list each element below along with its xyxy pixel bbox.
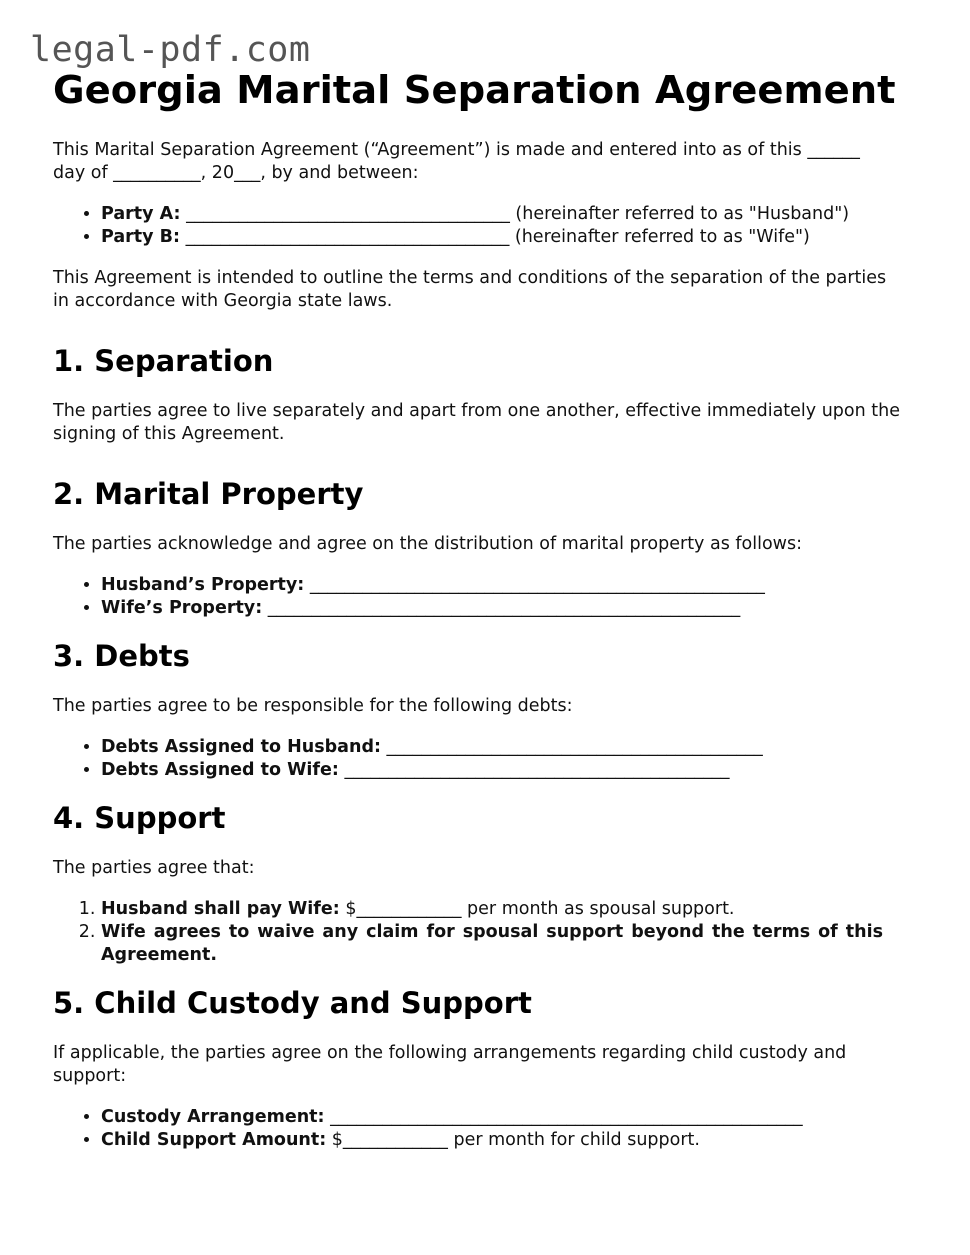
parties-list xyxy=(53,203,923,249)
custody-arrangement-blank: ______________________________________________________ xyxy=(324,1107,803,1127)
section-4-heading: 4. Support xyxy=(53,801,226,835)
party-a-blank: _____________________________________ xyxy=(186,204,510,224)
wife-debts-blank: ____________________________________________ xyxy=(338,760,730,780)
spousal-support-item xyxy=(101,898,923,921)
site-watermark: legal-pdf.com xyxy=(30,30,311,70)
support-list xyxy=(53,898,923,967)
wife-debts-item xyxy=(101,759,923,782)
wife-property-label: Wife’s Property: xyxy=(101,598,263,618)
husband-debts-item xyxy=(101,736,923,759)
waive-support-text: 2. Wife agrees to waive any claim for spousal support beyond the terms of this Agreement. xyxy=(101,922,883,965)
agreement-document xyxy=(53,68,923,1152)
party-a-text: (hereinafter referred to as "Husband") xyxy=(509,204,850,224)
debts-list xyxy=(53,736,923,782)
section-1-heading: 1. Separation xyxy=(53,344,274,378)
party-b-text: (hereinafter referred to as "Wife") xyxy=(509,227,810,247)
section-1-body: The parties agree to live separately and apart from one another, effective immediately upon the signing of this Agreement. xyxy=(53,401,900,444)
husband-property-label: Husband’s Property: xyxy=(101,575,305,595)
section-2-body: The parties acknowledge and agree on the distribution of marital property as follows: xyxy=(53,534,803,554)
husband-debts-blank: ___________________________________________ xyxy=(380,737,763,757)
section-5-body: If applicable, the parties agree on the following arrangements regarding child custody and support: xyxy=(53,1043,847,1086)
party-b-blank: _____________________________________ xyxy=(185,227,510,247)
party-b-item xyxy=(101,226,923,249)
wife-debts-label: Debts Assigned to Wife: xyxy=(101,760,339,780)
wife-property-item xyxy=(101,597,923,620)
party-b-label: Party B: xyxy=(101,227,180,247)
spousal-support-text: $____________ per month as spousal support. xyxy=(339,899,735,919)
section-2-heading: 2. Marital Property xyxy=(53,477,364,511)
custody-list xyxy=(53,1106,923,1152)
section-5-heading: 5. Child Custody and Support xyxy=(53,986,532,1020)
wife-property-blank: ______________________________________________________ xyxy=(262,598,741,618)
waive-support-item xyxy=(101,921,883,967)
section-3-body: The parties agree to be responsible for the following debts: xyxy=(53,696,573,716)
custody-arrangement-item xyxy=(101,1106,923,1129)
party-a-item xyxy=(101,203,871,226)
child-support-label: Child Support Amount: xyxy=(101,1130,327,1150)
spousal-support-label: Husband shall pay Wife: xyxy=(101,899,340,919)
child-support-item xyxy=(101,1129,923,1152)
child-support-text: $____________ per month for child support. xyxy=(326,1130,700,1150)
husband-property-blank: ____________________________________________________ xyxy=(304,575,765,595)
section-3-heading: 3. Debts xyxy=(53,639,190,673)
document-title: Georgia Marital Separation Agreement xyxy=(53,68,896,113)
property-list xyxy=(53,574,923,620)
party-a-label: Party A: xyxy=(101,204,181,224)
intro-paragraph: This Marital Separation Agreement (“Agreement”) is made and entered into as of this ______ day of __________, 20___, by and between: xyxy=(53,140,860,183)
husband-debts-label: Debts Assigned to Husband: xyxy=(101,737,381,757)
custody-arrangement-label: Custody Arrangement: xyxy=(101,1107,325,1127)
purpose-paragraph: This Agreement is intended to outline the terms and conditions of the separation of the parties in accordance with Georgia state laws. xyxy=(53,268,887,311)
husband-property-item xyxy=(101,574,923,597)
section-4-body: The parties agree that: xyxy=(53,858,255,878)
